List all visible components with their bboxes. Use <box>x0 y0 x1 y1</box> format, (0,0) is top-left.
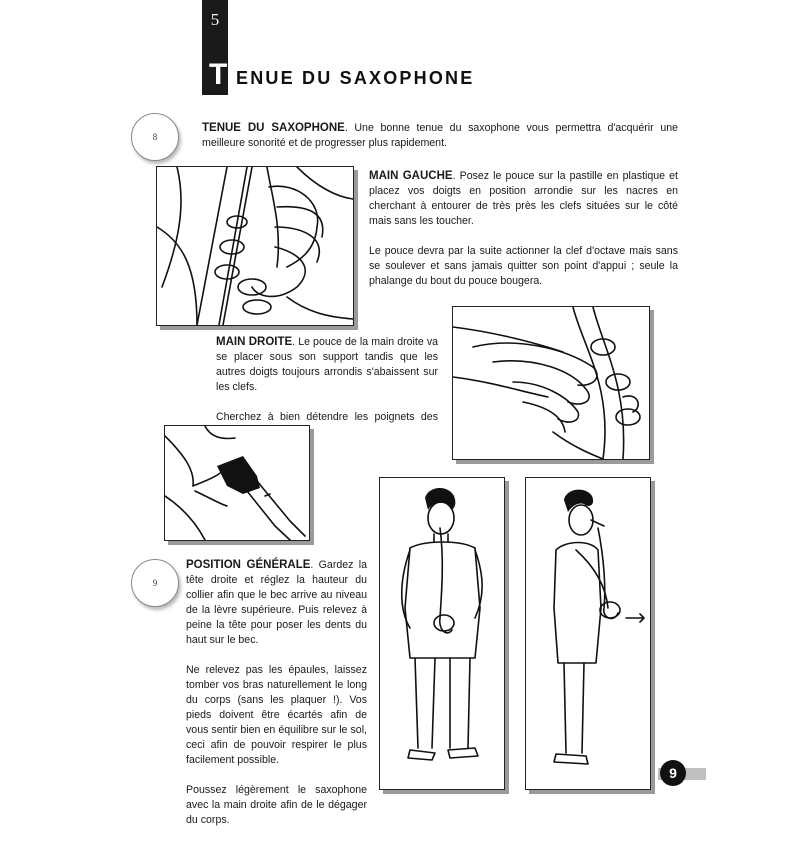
badge-audio-track-2: 9 <box>131 559 179 607</box>
intro-text: . Une bonne tenue du saxophone vous permettra d'acquérir une meilleure sonorité et de progresser plus rapidement. <box>202 122 678 149</box>
page-title: ENUE DU SAXOPHONE <box>236 68 475 88</box>
main-gauche-heading: MAIN GAUCHE <box>369 170 453 182</box>
player-front-drawing <box>380 478 504 789</box>
player-front-illustration <box>379 477 505 790</box>
position-generale-text-2: Ne relevez pas les épaules, laissez tomber vos bras naturellement le long du corps (sans les plaquer !). Vos pieds doivent être écartés afin de vous sentir bien en équilibre sur le sol, ceci afin de pouvoir respirer le plus facilement possible. <box>186 664 367 766</box>
left-hand-drawing <box>157 167 353 325</box>
player-side-illustration <box>525 477 651 790</box>
right-hand-drawing <box>453 307 649 459</box>
player-side-drawing <box>526 478 650 789</box>
position-generale-text-3: Poussez légèrement le saxophone avec la main droite afin de le dégager du corps. <box>186 784 367 826</box>
main-droite-text-2: Cherchez à bien détendre les poignets des <box>216 411 438 423</box>
badge-audio-track: 8 <box>131 113 179 161</box>
main-gauche-text: . Posez le pouce sur la pastille en plastique et placez vos doigts en position arrondie sur les nacres en cherchant à entourer de très près les clefs situées sur le côté mais sans les toucher. <box>369 170 678 227</box>
chapter-number: 5 <box>210 10 220 29</box>
page-number: 9 <box>660 760 686 786</box>
position-generale-text: . Gardez la tête droite et réglez la hauteur du collier afin que le bec arrive au niveau de la lèvre supérieure. Puis relevez à peine la tête pour poser les dents du haut sur le bec. <box>186 559 367 646</box>
left-hand-illustration <box>156 166 354 326</box>
main-gauche-section <box>369 169 678 304</box>
main-droite-heading: MAIN DROITE <box>216 336 293 348</box>
intro-heading: TENUE DU SAXOPHONE <box>202 122 345 134</box>
position-generale-section <box>186 558 367 843</box>
right-hand-illustration <box>452 306 650 460</box>
embouchure-drawing <box>165 426 309 540</box>
position-generale-heading: POSITION GÉNÉRALE <box>186 559 311 571</box>
main-gauche-text-2: Le pouce devra par la suite actionner la clef d'octave mais sans se soulever et sans jamais quitter son point d'appui ; seule la phalange du bout du pouce bougera. <box>369 245 678 287</box>
embouchure-illustration <box>164 425 310 541</box>
intro-paragraph <box>202 121 678 166</box>
title-initial: T <box>209 58 228 91</box>
main-droite-text: . Le pouce de la main droite va se placer sous son support tandis que les autres doigts toujours arrondis s'abaissent sur les clefs. <box>216 336 439 393</box>
